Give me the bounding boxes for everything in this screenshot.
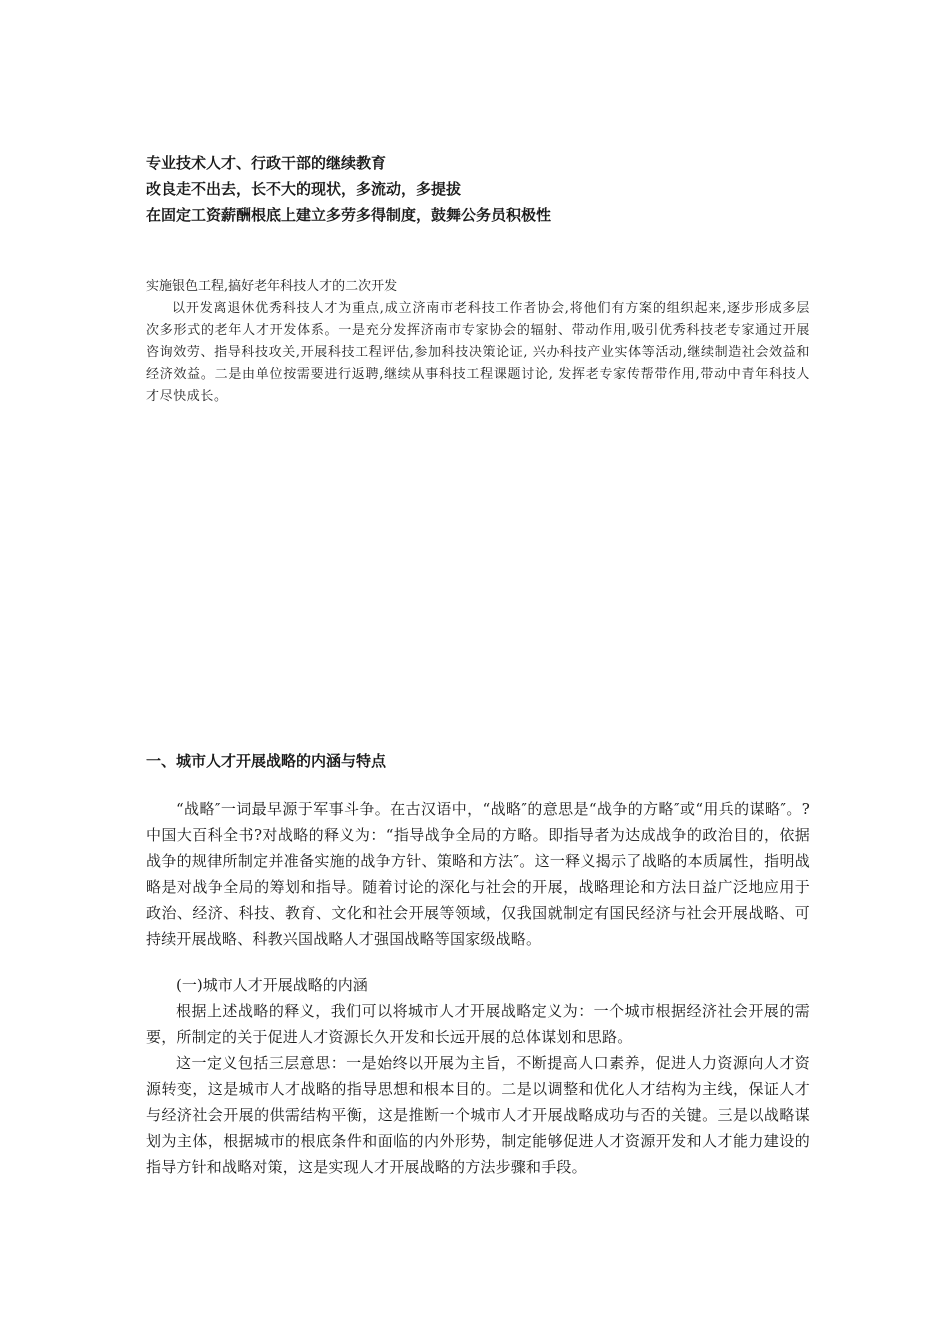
strategy-section: [146, 748, 810, 1180]
subsection-heading: (一)城市人才开展战略的内涵: [176, 976, 368, 994]
silver-project-block: [146, 276, 810, 408]
bold-heading-line: 在固定工资薪酬根底上建立多劳多得制度，鼓舞公务员积极性: [146, 206, 552, 224]
bold-heading-line: 改良走不出去，长不大的现状，多流动，多提拔: [146, 180, 462, 198]
strategy-definition-paragraph: “战略″一词最早源于军事斗争。在古汉语中，“战略″的意思是“战争的方略″或“用兵的谋略″。?中国大百科全书?对战略的释义为：“指导战争全局的方略。即指导者为达成战争的政治目的，依据战争的规律所制定并准备实施的战争方针、策略和方法″。这一释义揭示了战略的本质属性，指明战略是对战争全局的筹划和指导。随着讨论的深化与社会的开展，战略理论和方法日益广泛地应用于政治、经济、科技、教育、文化和社会开展等领域，仅我国就制定有国民经济与社会开展战略、可持续开展战略、科教兴国战略人才强国战略等国家级战略。: [146, 800, 810, 948]
bold-heading-line: 专业技术人才、行政干部的继续教育: [146, 154, 387, 172]
section-title: 一、城市人才开展战略的内涵与特点: [146, 752, 387, 770]
three-meanings-paragraph: 这一定义包括三层意思：一是始终以开展为主旨，不断提高人口素养，促进人力资源向人才资源转变，这是城市人才战略的指导思想和根本目的。二是以调整和优化人才结构为主线，保证人才与经济社会开展的供需结构平衡，这是推断一个城市人才开展战略成功与否的关键。三是以战略谋划为主体，根据城市的根底条件和面临的内外形势，制定能够促进人才资源开发和人才能力建设的指导方针和战略对策，这是实现人才开展战略的方法步骤和手段。: [146, 1054, 810, 1176]
urban-strategy-definition-paragraph: 根据上述战略的释义，我们可以将城市人才开展战略定义为：一个城市根据经济社会开展的需要，所制定的关于促进人才资源长久开发和长远开展的总体谋划和思路。: [146, 1002, 810, 1046]
silver-project-paragraph: 以开发离退休优秀科技人才为重点,成立济南市老科技工作者协会,将他们有方案的组织起来,逐步形成多层次多形式的老年人才开发体系。一是充分发挥济南市专家协会的辐射、带动作用,吸引优秀科技老专家通过开展咨询效劳、指导科技攻关,开展科技工程评估,参加科技决策论证, 兴办科技产业实体等活动,继续制造社会效益和经济效益。二是由单位按需要进行返聘,继续从事科技工程课题讨论, 发挥老专家传帮带作用,带动中青年科技人才尽快成长。: [146, 301, 810, 404]
silver-project-heading: 实施银色工程,搞好老年科技人才的二次开发: [146, 279, 398, 294]
bold-heading-list: [146, 150, 826, 228]
